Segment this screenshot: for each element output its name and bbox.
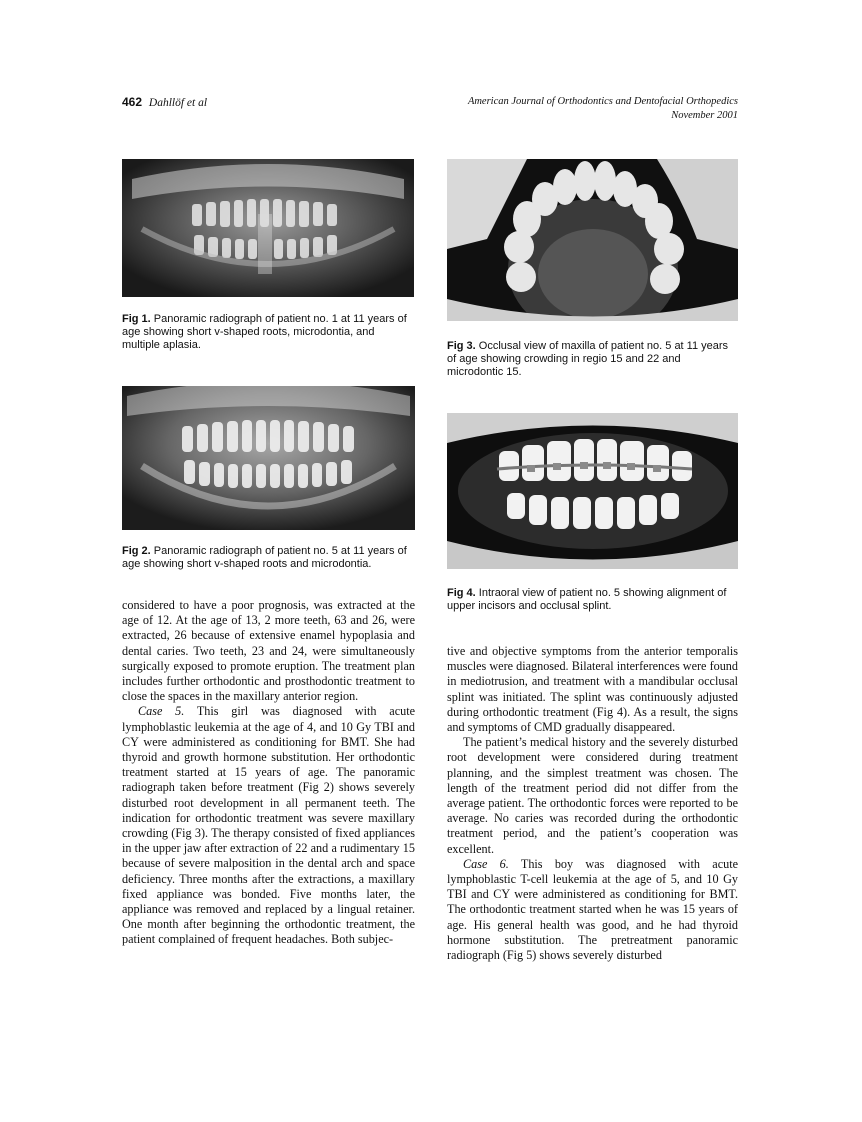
figure-2-caption-text: Panoramic radiograph of patient no. 5 at 11 years of age showing short v-shaped roots and microdontia. (122, 545, 407, 570)
figure-2-image (122, 386, 415, 530)
figure-4-caption-text: Intraoral view of patient no. 5 showing alignment of upper incisors and occlusal splint. (447, 587, 727, 612)
running-header-left (122, 95, 207, 109)
left-text-column (122, 598, 415, 948)
right-paragraph-2: The patient’s medical history and the severely disturbed root development were considered during treatment planning, and the simplest treatment was chosen. The length of the treatment period did not differ from the average patient. The orthodontic forces were reported to be average. No caries was recorded during the orthodontic treatment period, and the patient’s cooperation was excellent. (447, 735, 738, 856)
right-paragraph-1: tive and objective symptoms from the anterior temporalis muscles were diagnosed. Bilateral interferences were found in mediotrusion, and treatment with a mandibular occlusal splint was initiated. The splint was continuously adjusted during orthodontic treatment (Fig 4). As a result, the signs and symptoms of CMD gradually disappeared. (447, 644, 738, 735)
left-paragraph-case-5 (122, 704, 415, 947)
case-6-text: This boy was diagnosed with acute lymphoblastic T-cell leukemia at the age of 5, and 10 Gy TBI and CY were administered as conditioning for BMT. The orthodontic treatment started when he was 15 years of age. His general health was good, and he had thyroid hormone substitution. The pretreatment panoramic radiograph (Fig 5) shows severely disturbed (447, 856, 739, 963)
figure-4-label: Fig 4. (447, 587, 476, 599)
page-number: 462 (122, 95, 143, 109)
journal-title: American Journal of Orthodontics and Dentofacial Orthopedics (467, 96, 738, 107)
author-running-head: Dahllöf et al (148, 97, 208, 109)
right-text-column (447, 644, 738, 963)
case-5-text: This girl was diagnosed with acute lymphoblastic leukemia at the age of 4, and 10 Gy TBI and CY were administered as conditioning for BMT. She had thyroid and growth hormone substitution. Her orthodontic treatment started at 15 years of age. The panoramic radiograph taken before treatment (Fig 2) shows severely disturbed root development in all permanent teeth. The indication for orthodontic treatment was severe maxillary crowding (Fig 3). The therapy consisted of fixed appliances in the upper jaw after extraction of 22 and a rudimentary 15 because of severe malposition in the dental arch and space deficiency. Three months after the extractions, a maxillary fixed appliance was bonded. Five months later, the appliance was removed and replaced by a lingual retainer. One month after beginning the orthodontic treatment, the patient complained of frequent headaches. Both subjec- (122, 704, 415, 947)
right-paragraph-case-6 (447, 857, 738, 963)
figure-1-image (122, 159, 414, 297)
issue-date: November 2001 (671, 110, 738, 121)
figure-4-image (447, 413, 738, 569)
figure-4-caption (447, 587, 738, 613)
figure-1-caption (122, 313, 415, 352)
figure-3-image (447, 159, 738, 321)
figure-3-caption (447, 340, 738, 379)
left-paragraph-1: considered to have a poor prognosis, was extracted at the age of 12. At the age of 13, 2 more teeth, 63 and 26, were extracted, 26 because of extensive enamel hypoplasia and dental caries. Two teeth, 23 and 24, were simultaneously surgically exposed to promote eruption. The treatment plan includes further orthodontic and prosthodontic treatment to close the spaces in the maxillary anterior region. (122, 598, 415, 704)
figure-2-caption (122, 545, 415, 571)
figure-1-label: Fig 1. (122, 313, 151, 325)
running-header-right (418, 95, 738, 123)
case-6-heading: Case 6. (463, 856, 509, 871)
figure-1-caption-text: Panoramic radiograph of patient no. 1 at 11 years of age showing short v-shaped roots, microdontia, and multiple aplasia. (122, 313, 407, 351)
figure-2-label: Fig 2. (122, 545, 151, 557)
figure-3-caption-text: Occlusal view of maxilla of patient no. 5 at 11 years of age showing crowding in regio 15 and 22 and microdontic 15. (447, 340, 729, 378)
figure-3-label: Fig 3. (447, 340, 476, 352)
case-5-heading: Case 5. (138, 704, 185, 719)
